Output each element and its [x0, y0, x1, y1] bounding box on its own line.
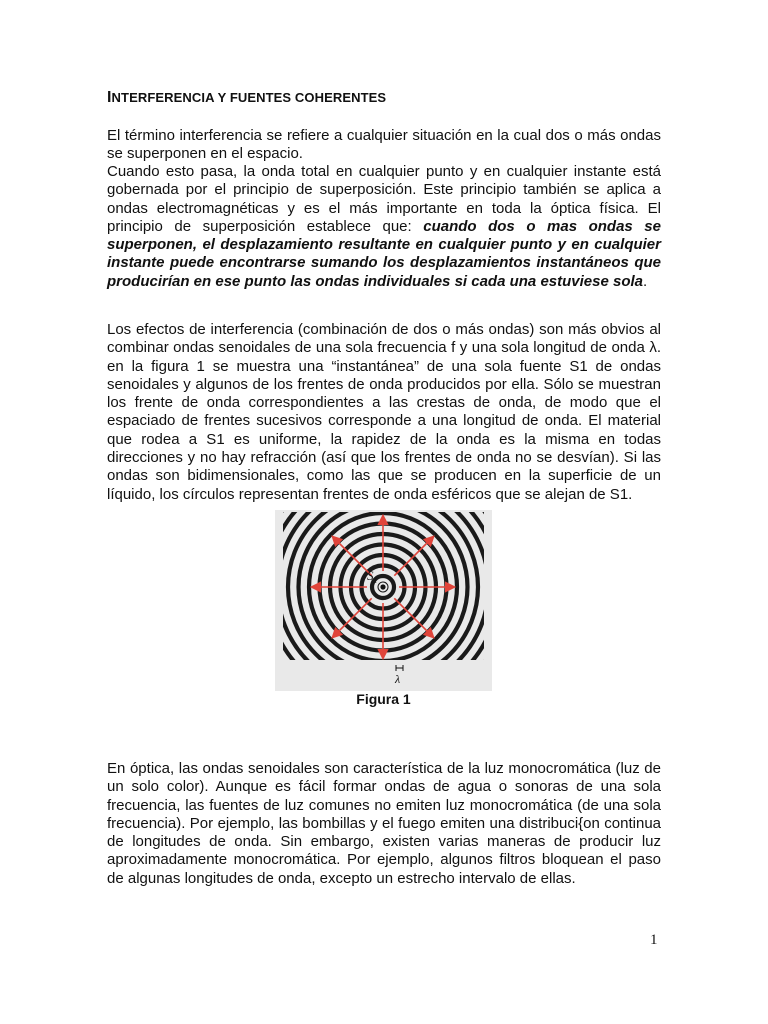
source-point	[380, 584, 385, 589]
figure-caption: Figura 1	[356, 691, 411, 707]
figure-wavefronts	[275, 510, 492, 691]
wavelength-marker	[396, 665, 403, 671]
paragraph-superposition	[107, 163, 661, 291]
title-rest: NTERFERENCIA Y FUENTES COHERENTES	[111, 90, 387, 105]
paragraph-definition: El término interferencia se refiere a cualquier situación en la cual dos o más ondas se superponen en el espacio.	[107, 127, 661, 163]
page-number: 1	[650, 932, 658, 948]
wavefront-diagram	[275, 510, 492, 691]
superposition-end: .	[643, 272, 648, 290]
superposition-intro: Cuando esto pasa, la onda total en cualquier punto y en cualquier instante está gobernada por el principio de superposición. Este principio también se aplica a ondas electromagnéticas y es el más importante en toda la óptica física. El principio de superposición establece que:	[107, 163, 661, 235]
wavelength-symbol: λ	[395, 672, 401, 686]
paragraph-monochromatic-light: En óptica, las ondas senoidales son característica de la luz monocromática (luz de un solo color). Aunque es fácil formar ondas de agua o sonoras de una sola frecuencia, las fuentes de luz comunes no emiten luz monocromática (de una sola frecuencia). Por ejemplo, las bombillas y el fuego emiten una distribuci{on continua de longitudes de onda. Sin embargo, existen varias maneras de producir luz aproximadamente monocromática. Por ejemplo, algunos filtros bloquean el paso de algunas longitudes de onda, excepto un estrecho intervalo de ellas.	[107, 760, 661, 887]
title-first-letter: I	[107, 89, 112, 106]
section-title	[107, 89, 661, 107]
source-label: $S_1$	[367, 568, 378, 585]
superposition-principle-statement: cuando dos o mas ondas se superponen, el desplazamiento resultante en cualquier punto y en cualquier instante puede encontrarse sumando los desplazamientos instantáneos que producirían en ese punto las ondas individuales si cada una estuviese sola	[107, 217, 661, 290]
paragraph-interference-effects: Los efectos de interferencia (combinación de dos o más ondas) son más obvios al combinar ondas senoidales de una sola frecuencia f y una sola longitud de onda λ. en la figura 1 se muestra una “instantánea” de una sola fuente S1 de ondas senoidales y algunos de los frentes de onda producidos por ella. Sólo se muestran los frente de onda correspondientes a las crestas de onda, de modo que el espaciado de frentes sucesivos corresponde a una longitud de onda. El material que rodea a S1 es uniforme, la rapidez de la onda es la misma en todas direcciones y no hay refracción (así que los frentes de onda no se desvían). Si las ondas son bidimensionales, como las que se producen en la superficie de un líquido, los círculos representan frentes de onda esféricos que se alejan de S1.	[107, 321, 661, 503]
